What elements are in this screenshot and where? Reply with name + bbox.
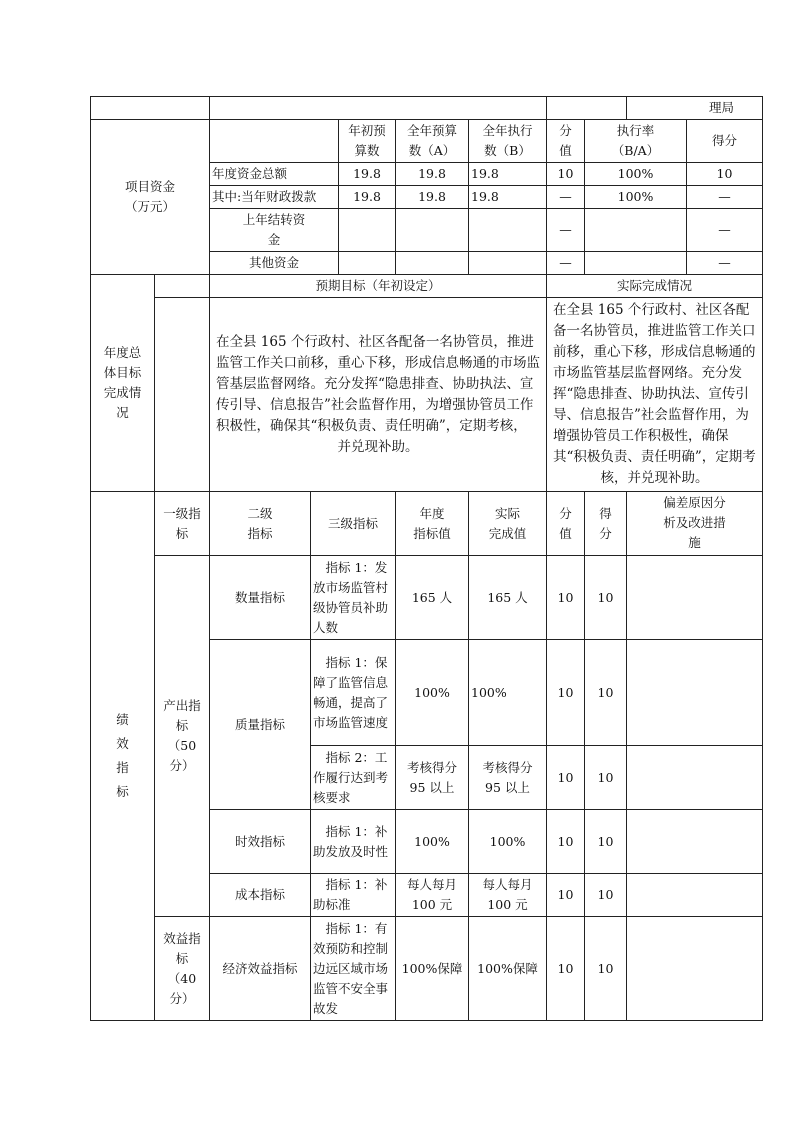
funds-cell: 19.8 xyxy=(469,186,547,209)
level3-indicator: 指标 1：补助标准 xyxy=(311,874,396,917)
actual-value: 100% xyxy=(469,640,547,746)
funds-col-header: 执行率 （B/A） xyxy=(585,120,687,163)
funds-cell: 19.8 xyxy=(396,163,469,186)
funds-cell xyxy=(339,209,396,252)
indicator-row xyxy=(91,556,763,640)
goals-label: 年度总 体目标 完成情 况 xyxy=(91,275,155,492)
score: 10 xyxy=(585,810,627,874)
level2-indicator: 成本指标 xyxy=(210,874,311,917)
score: 10 xyxy=(585,746,627,810)
actual-value: 100% xyxy=(469,810,547,874)
funds-cell: — xyxy=(687,209,763,252)
performance-header-row xyxy=(91,492,763,556)
deviation-analysis xyxy=(627,810,763,874)
perf-col-header: 偏差原因分 析及改进措 施 xyxy=(627,492,763,556)
level2-indicator: 经济效益指标 xyxy=(210,917,311,1021)
funds-cell: 19.8 xyxy=(339,186,396,209)
performance-label: 绩 效 指 标 xyxy=(91,492,155,1021)
funds-row-name: 其他资金 xyxy=(210,252,339,275)
funds-col-header: 全年执行 数（B） xyxy=(469,120,547,163)
funds-cell: — xyxy=(547,186,585,209)
funds-cell xyxy=(585,209,687,252)
actual-value: 100%保障 xyxy=(469,917,547,1021)
score: 10 xyxy=(585,917,627,1021)
header-cell-2 xyxy=(210,97,547,120)
score-value: 10 xyxy=(547,556,585,640)
funds-cell: — xyxy=(687,252,763,275)
header-cell-3 xyxy=(547,97,627,120)
funds-header-blank xyxy=(210,120,339,163)
funds-cell: 100% xyxy=(585,163,687,186)
goals-actual-header: 实际完成情况 xyxy=(547,275,763,298)
perf-col-header: 实际 完成值 xyxy=(469,492,547,556)
score: 10 xyxy=(585,640,627,746)
output-indicator-label: 产出指 标 （50 分） xyxy=(155,556,210,917)
perf-col-header: 一级指 标 xyxy=(155,492,210,556)
score-value: 10 xyxy=(547,917,585,1021)
level2-indicator: 时效指标 xyxy=(210,810,311,874)
funds-cell xyxy=(396,252,469,275)
funds-cell: — xyxy=(547,252,585,275)
funds-cell: 19.8 xyxy=(339,163,396,186)
perf-col-header: 得 分 xyxy=(585,492,627,556)
funds-col-header: 分 值 xyxy=(547,120,585,163)
target-value: 每人每月 100 元 xyxy=(396,874,469,917)
funds-col-header: 年初预 算数 xyxy=(339,120,396,163)
goals-content-row xyxy=(91,298,763,492)
funds-cell: 10 xyxy=(687,163,763,186)
level3-indicator: 指标 1：发放市场监管村级协管员补助人数 xyxy=(311,556,396,640)
funds-header-row xyxy=(91,120,763,163)
funds-row-name: 其中:当年财政拨款 xyxy=(210,186,339,209)
perf-col-header: 年度 指标值 xyxy=(396,492,469,556)
actual-value: 165 人 xyxy=(469,556,547,640)
deviation-analysis xyxy=(627,874,763,917)
funds-col-header: 全年预算 数（A） xyxy=(396,120,469,163)
goals-header-row xyxy=(91,275,763,298)
funds-cell: 19.8 xyxy=(469,163,547,186)
target-value: 考核得分 95 以上 xyxy=(396,746,469,810)
score: 10 xyxy=(585,874,627,917)
funds-cell xyxy=(396,209,469,252)
target-value: 165 人 xyxy=(396,556,469,640)
funds-label: 项目资金 （万元） xyxy=(91,120,210,275)
level3-indicator: 指标 1：补助发放及时性 xyxy=(311,810,396,874)
deviation-analysis xyxy=(627,640,763,746)
funds-cell: 10 xyxy=(547,163,585,186)
level3-indicator: 指标 1：保障了监管信息畅通，提高了市场监管速度 xyxy=(311,640,396,746)
goals-expected-header: 预期目标（年初设定） xyxy=(210,275,547,298)
score: 10 xyxy=(585,556,627,640)
funds-cell: — xyxy=(687,186,763,209)
score-value: 10 xyxy=(547,874,585,917)
goals-blank-cell xyxy=(155,298,210,492)
level3-indicator: 指标 2：工作履行达到考核要求 xyxy=(311,746,396,810)
funds-cell xyxy=(585,252,687,275)
score-value: 10 xyxy=(547,810,585,874)
perf-col-header: 三级指标 xyxy=(311,492,396,556)
target-value: 100%保障 xyxy=(396,917,469,1021)
score-value: 10 xyxy=(547,746,585,810)
perf-col-header: 二级 指标 xyxy=(210,492,311,556)
goals-actual-text: 在全县 165 个行政村、社区各配备一名协管员，推进监管工作关口前移，重心下移，形成信息畅通的市场监管基层监督网络。充分发挥“隐患排查、协助执法、宣传引导、信息报告”社会监督作用，为增强协管员工作积极性，确保其“积极负责、责任明确”，定期考核，并兑现补助。 xyxy=(547,298,763,492)
table-header-row xyxy=(91,97,763,120)
funds-cell xyxy=(339,252,396,275)
perf-col-header: 分 值 xyxy=(547,492,585,556)
performance-evaluation-table xyxy=(90,96,763,1021)
funds-cell xyxy=(469,252,547,275)
funds-cell: — xyxy=(547,209,585,252)
funds-row-name: 上年结转资 金 xyxy=(210,209,339,252)
header-cell-right: 理局 xyxy=(627,97,763,120)
actual-value: 考核得分 95 以上 xyxy=(469,746,547,810)
target-value: 100% xyxy=(396,640,469,746)
funds-cell: 19.8 xyxy=(396,186,469,209)
goals-blank-cell xyxy=(155,275,210,298)
deviation-analysis xyxy=(627,556,763,640)
indicator-row xyxy=(91,917,763,1021)
benefit-indicator-label: 效益指 标 （40 分） xyxy=(155,917,210,1021)
funds-cell xyxy=(469,209,547,252)
deviation-analysis xyxy=(627,917,763,1021)
deviation-analysis xyxy=(627,746,763,810)
funds-row-name: 年度资金总额 xyxy=(210,163,339,186)
funds-col-header: 得分 xyxy=(687,120,763,163)
header-cell-1 xyxy=(91,97,210,120)
target-value: 100% xyxy=(396,810,469,874)
level3-indicator: 指标 1：有效预防和控制边远区域市场监管不安全事故发 xyxy=(311,917,396,1021)
score-value: 10 xyxy=(547,640,585,746)
funds-cell: 100% xyxy=(585,186,687,209)
actual-value: 每人每月 100 元 xyxy=(469,874,547,917)
level2-indicator: 数量指标 xyxy=(210,556,311,640)
level2-indicator: 质量指标 xyxy=(210,640,311,810)
goals-expected-text: 在全县 165 个行政村、社区各配备一名协管员，推进监管工作关口前移，重心下移，形成信息畅通的市场监管基层监督网络。充分发挥“隐患排查、协助执法、宣传引导、信息报告”社会监督作用，为增强协管员工作积极性，确保其“积极负责、责任明确”，定期考核，并兑现补助。 xyxy=(210,298,547,492)
